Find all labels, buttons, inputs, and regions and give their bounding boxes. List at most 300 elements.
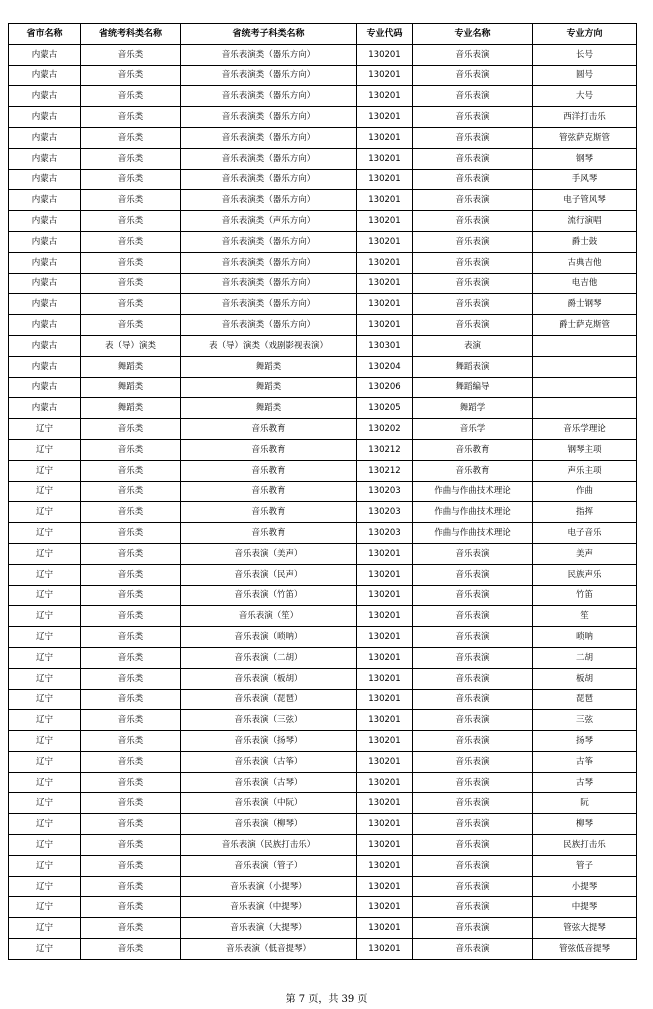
major-name-cell: 音乐教育 bbox=[413, 439, 533, 460]
header-province: 省市名称 bbox=[9, 24, 81, 45]
subcategory-cell: 音乐表演（三弦） bbox=[181, 710, 357, 731]
header-subcategory: 省统考子科类名称 bbox=[181, 24, 357, 45]
major-name-cell: 音乐教育 bbox=[413, 460, 533, 481]
subcategory-cell: 音乐表演类（器乐方向） bbox=[181, 44, 357, 65]
major-name-cell: 音乐表演 bbox=[413, 86, 533, 107]
major-direction-cell: 西洋打击乐 bbox=[533, 107, 637, 128]
subcategory-cell: 舞蹈类 bbox=[181, 398, 357, 419]
table-row bbox=[9, 814, 637, 835]
province-cell: 内蒙古 bbox=[9, 211, 81, 232]
major-name-cell: 作曲与作曲技术理论 bbox=[413, 502, 533, 523]
subcategory-cell: 音乐教育 bbox=[181, 460, 357, 481]
province-cell: 辽宁 bbox=[9, 606, 81, 627]
table-row bbox=[9, 751, 637, 772]
table-row bbox=[9, 606, 637, 627]
category-cell: 音乐类 bbox=[81, 315, 181, 336]
province-cell: 辽宁 bbox=[9, 460, 81, 481]
table-row bbox=[9, 315, 637, 336]
category-cell: 音乐类 bbox=[81, 543, 181, 564]
category-cell: 音乐类 bbox=[81, 751, 181, 772]
subcategory-cell: 音乐表演类（器乐方向） bbox=[181, 294, 357, 315]
province-cell: 辽宁 bbox=[9, 543, 81, 564]
major-code-cell: 130201 bbox=[357, 710, 413, 731]
major-name-cell: 音乐表演 bbox=[413, 169, 533, 190]
major-name-cell: 音乐表演 bbox=[413, 897, 533, 918]
subcategory-cell: 音乐表演类（器乐方向） bbox=[181, 190, 357, 211]
major-code-cell: 130201 bbox=[357, 190, 413, 211]
category-cell: 音乐类 bbox=[81, 481, 181, 502]
major-code-cell: 130201 bbox=[357, 231, 413, 252]
major-name-cell: 音乐表演 bbox=[413, 814, 533, 835]
province-cell: 辽宁 bbox=[9, 710, 81, 731]
major-code-cell: 130201 bbox=[357, 772, 413, 793]
subcategory-cell: 音乐表演（低音提琴） bbox=[181, 939, 357, 960]
subcategory-cell: 音乐表演（大提琴） bbox=[181, 918, 357, 939]
major-name-cell: 音乐表演 bbox=[413, 148, 533, 169]
major-direction-cell: 琵琶 bbox=[533, 689, 637, 710]
subcategory-cell: 音乐表演类（器乐方向） bbox=[181, 273, 357, 294]
province-cell: 辽宁 bbox=[9, 918, 81, 939]
major-name-cell: 音乐表演 bbox=[413, 65, 533, 86]
category-cell: 音乐类 bbox=[81, 647, 181, 668]
subcategory-cell: 音乐表演类（器乐方向） bbox=[181, 127, 357, 148]
province-cell: 内蒙古 bbox=[9, 107, 81, 128]
category-cell: 音乐类 bbox=[81, 627, 181, 648]
subcategory-cell: 音乐表演（琵琶） bbox=[181, 689, 357, 710]
major-direction-cell: 竹笛 bbox=[533, 585, 637, 606]
major-direction-cell: 管弦萨克斯管 bbox=[533, 127, 637, 148]
province-cell: 辽宁 bbox=[9, 772, 81, 793]
major-direction-cell: 小提琴 bbox=[533, 876, 637, 897]
category-cell: 音乐类 bbox=[81, 793, 181, 814]
category-cell: 音乐类 bbox=[81, 65, 181, 86]
category-cell: 音乐类 bbox=[81, 148, 181, 169]
table-row bbox=[9, 855, 637, 876]
major-direction-cell: 扬琴 bbox=[533, 731, 637, 752]
major-direction-cell: 管弦大提琴 bbox=[533, 918, 637, 939]
subcategory-cell: 音乐表演类（器乐方向） bbox=[181, 315, 357, 336]
category-cell: 舞蹈类 bbox=[81, 398, 181, 419]
major-code-cell: 130201 bbox=[357, 939, 413, 960]
major-code-cell: 130212 bbox=[357, 439, 413, 460]
major-direction-cell bbox=[533, 356, 637, 377]
province-cell: 辽宁 bbox=[9, 814, 81, 835]
table-row bbox=[9, 647, 637, 668]
category-cell: 音乐类 bbox=[81, 419, 181, 440]
major-code-cell: 130201 bbox=[357, 564, 413, 585]
major-direction-cell: 电子音乐 bbox=[533, 523, 637, 544]
major-name-cell: 音乐表演 bbox=[413, 855, 533, 876]
province-cell: 内蒙古 bbox=[9, 335, 81, 356]
major-direction-cell: 作曲 bbox=[533, 481, 637, 502]
province-cell: 辽宁 bbox=[9, 585, 81, 606]
subcategory-cell: 音乐表演（古筝） bbox=[181, 751, 357, 772]
major-code-cell: 130201 bbox=[357, 835, 413, 856]
major-code-cell: 130201 bbox=[357, 294, 413, 315]
category-cell: 舞蹈类 bbox=[81, 377, 181, 398]
header-major-direction: 专业方向 bbox=[533, 24, 637, 45]
header-category: 省统考科类名称 bbox=[81, 24, 181, 45]
category-cell: 音乐类 bbox=[81, 564, 181, 585]
category-cell: 音乐类 bbox=[81, 127, 181, 148]
province-cell: 辽宁 bbox=[9, 502, 81, 523]
category-cell: 音乐类 bbox=[81, 689, 181, 710]
major-direction-cell: 长号 bbox=[533, 44, 637, 65]
major-direction-cell: 二胡 bbox=[533, 647, 637, 668]
major-code-cell: 130201 bbox=[357, 44, 413, 65]
subcategory-cell: 音乐表演（柳琴） bbox=[181, 814, 357, 835]
major-name-cell: 音乐表演 bbox=[413, 772, 533, 793]
major-code-cell: 130201 bbox=[357, 731, 413, 752]
major-name-cell: 舞蹈学 bbox=[413, 398, 533, 419]
province-cell: 辽宁 bbox=[9, 419, 81, 440]
table-row bbox=[9, 127, 637, 148]
major-code-cell: 130201 bbox=[357, 273, 413, 294]
subcategory-cell: 音乐表演（笙） bbox=[181, 606, 357, 627]
province-cell: 内蒙古 bbox=[9, 398, 81, 419]
category-cell: 音乐类 bbox=[81, 814, 181, 835]
province-cell: 内蒙古 bbox=[9, 127, 81, 148]
table-row bbox=[9, 107, 637, 128]
category-cell: 音乐类 bbox=[81, 876, 181, 897]
major-code-cell: 130205 bbox=[357, 398, 413, 419]
subcategory-cell: 音乐表演类（器乐方向） bbox=[181, 231, 357, 252]
province-cell: 辽宁 bbox=[9, 751, 81, 772]
major-direction-cell: 钢琴主项 bbox=[533, 439, 637, 460]
subcategory-cell: 音乐教育 bbox=[181, 419, 357, 440]
category-cell: 音乐类 bbox=[81, 731, 181, 752]
province-cell: 内蒙古 bbox=[9, 315, 81, 336]
major-direction-cell: 声乐主项 bbox=[533, 460, 637, 481]
major-code-cell: 130212 bbox=[357, 460, 413, 481]
category-cell: 音乐类 bbox=[81, 668, 181, 689]
subcategory-cell: 音乐表演（民族打击乐） bbox=[181, 835, 357, 856]
major-name-cell: 音乐表演 bbox=[413, 294, 533, 315]
major-code-cell: 130201 bbox=[357, 585, 413, 606]
major-code-cell: 130202 bbox=[357, 419, 413, 440]
major-direction-cell: 唢呐 bbox=[533, 627, 637, 648]
table-row bbox=[9, 377, 637, 398]
major-direction-cell: 大号 bbox=[533, 86, 637, 107]
table-row bbox=[9, 231, 637, 252]
major-name-cell: 音乐表演 bbox=[413, 315, 533, 336]
major-code-cell: 130204 bbox=[357, 356, 413, 377]
major-code-cell: 130201 bbox=[357, 148, 413, 169]
category-cell: 音乐类 bbox=[81, 710, 181, 731]
table-row bbox=[9, 419, 637, 440]
province-cell: 内蒙古 bbox=[9, 148, 81, 169]
subcategory-cell: 音乐表演类（器乐方向） bbox=[181, 86, 357, 107]
subcategory-cell: 音乐教育 bbox=[181, 439, 357, 460]
province-cell: 辽宁 bbox=[9, 523, 81, 544]
major-code-cell: 130201 bbox=[357, 689, 413, 710]
major-code-cell: 130201 bbox=[357, 127, 413, 148]
majors-table bbox=[8, 23, 637, 960]
major-name-cell: 舞蹈编导 bbox=[413, 377, 533, 398]
table-row bbox=[9, 502, 637, 523]
province-cell: 辽宁 bbox=[9, 564, 81, 585]
category-cell: 音乐类 bbox=[81, 835, 181, 856]
major-direction-cell: 美声 bbox=[533, 543, 637, 564]
table-row bbox=[9, 273, 637, 294]
major-direction-cell: 电子管风琴 bbox=[533, 190, 637, 211]
major-name-cell: 音乐表演 bbox=[413, 273, 533, 294]
major-direction-cell bbox=[533, 398, 637, 419]
subcategory-cell: 音乐表演类（器乐方向） bbox=[181, 107, 357, 128]
major-code-cell: 130201 bbox=[357, 65, 413, 86]
table-row bbox=[9, 460, 637, 481]
province-cell: 辽宁 bbox=[9, 939, 81, 960]
table-row bbox=[9, 627, 637, 648]
province-cell: 辽宁 bbox=[9, 876, 81, 897]
subcategory-cell: 音乐表演类（器乐方向） bbox=[181, 252, 357, 273]
category-cell: 音乐类 bbox=[81, 107, 181, 128]
subcategory-cell: 音乐表演（小提琴） bbox=[181, 876, 357, 897]
table-header-row bbox=[9, 24, 637, 45]
subcategory-cell: 音乐表演类（声乐方向） bbox=[181, 211, 357, 232]
table-row bbox=[9, 710, 637, 731]
major-name-cell: 音乐表演 bbox=[413, 668, 533, 689]
category-cell: 音乐类 bbox=[81, 918, 181, 939]
province-cell: 内蒙古 bbox=[9, 65, 81, 86]
table-row bbox=[9, 294, 637, 315]
major-name-cell: 音乐表演 bbox=[413, 835, 533, 856]
major-direction-cell: 板胡 bbox=[533, 668, 637, 689]
major-direction-cell: 三弦 bbox=[533, 710, 637, 731]
major-code-cell: 130201 bbox=[357, 211, 413, 232]
major-name-cell: 音乐表演 bbox=[413, 564, 533, 585]
major-name-cell: 舞蹈表演 bbox=[413, 356, 533, 377]
province-cell: 辽宁 bbox=[9, 689, 81, 710]
table-row bbox=[9, 772, 637, 793]
table-row bbox=[9, 731, 637, 752]
major-name-cell: 音乐表演 bbox=[413, 731, 533, 752]
major-direction-cell: 民族打击乐 bbox=[533, 835, 637, 856]
major-code-cell: 130201 bbox=[357, 86, 413, 107]
table-row bbox=[9, 585, 637, 606]
subcategory-cell: 音乐表演（二胡） bbox=[181, 647, 357, 668]
table-row bbox=[9, 211, 637, 232]
table-row bbox=[9, 689, 637, 710]
major-name-cell: 音乐表演 bbox=[413, 585, 533, 606]
major-direction-cell: 手风琴 bbox=[533, 169, 637, 190]
major-code-cell: 130301 bbox=[357, 335, 413, 356]
major-code-cell: 130201 bbox=[357, 668, 413, 689]
subcategory-cell: 音乐表演（美声） bbox=[181, 543, 357, 564]
province-cell: 内蒙古 bbox=[9, 231, 81, 252]
category-cell: 音乐类 bbox=[81, 190, 181, 211]
major-direction-cell: 圆号 bbox=[533, 65, 637, 86]
category-cell: 表（导）演类 bbox=[81, 335, 181, 356]
table-row bbox=[9, 876, 637, 897]
major-name-cell: 表演 bbox=[413, 335, 533, 356]
province-cell: 内蒙古 bbox=[9, 190, 81, 211]
major-code-cell: 130201 bbox=[357, 169, 413, 190]
province-cell: 内蒙古 bbox=[9, 252, 81, 273]
table-row bbox=[9, 335, 637, 356]
major-direction-cell: 笙 bbox=[533, 606, 637, 627]
major-code-cell: 130201 bbox=[357, 855, 413, 876]
major-direction-cell bbox=[533, 377, 637, 398]
subcategory-cell: 表（导）演类（戏剧影视表演） bbox=[181, 335, 357, 356]
table-row bbox=[9, 398, 637, 419]
major-name-cell: 音乐表演 bbox=[413, 627, 533, 648]
major-direction-cell: 阮 bbox=[533, 793, 637, 814]
major-code-cell: 130201 bbox=[357, 107, 413, 128]
subcategory-cell: 音乐表演（中阮） bbox=[181, 793, 357, 814]
major-code-cell: 130201 bbox=[357, 315, 413, 336]
major-name-cell: 音乐表演 bbox=[413, 876, 533, 897]
major-code-cell: 130206 bbox=[357, 377, 413, 398]
category-cell: 音乐类 bbox=[81, 502, 181, 523]
major-name-cell: 音乐表演 bbox=[413, 252, 533, 273]
subcategory-cell: 音乐表演（中提琴） bbox=[181, 897, 357, 918]
major-code-cell: 130201 bbox=[357, 793, 413, 814]
category-cell: 音乐类 bbox=[81, 294, 181, 315]
category-cell: 音乐类 bbox=[81, 86, 181, 107]
major-code-cell: 130203 bbox=[357, 481, 413, 502]
province-cell: 内蒙古 bbox=[9, 294, 81, 315]
major-direction-cell: 钢琴 bbox=[533, 148, 637, 169]
category-cell: 音乐类 bbox=[81, 772, 181, 793]
major-name-cell: 音乐学 bbox=[413, 419, 533, 440]
province-cell: 内蒙古 bbox=[9, 86, 81, 107]
major-name-cell: 音乐表演 bbox=[413, 606, 533, 627]
major-direction-cell: 柳琴 bbox=[533, 814, 637, 835]
province-cell: 辽宁 bbox=[9, 835, 81, 856]
subcategory-cell: 音乐表演（古琴） bbox=[181, 772, 357, 793]
province-cell: 辽宁 bbox=[9, 731, 81, 752]
table-row bbox=[9, 44, 637, 65]
major-code-cell: 130201 bbox=[357, 606, 413, 627]
table-row bbox=[9, 897, 637, 918]
major-name-cell: 音乐表演 bbox=[413, 710, 533, 731]
major-name-cell: 作曲与作曲技术理论 bbox=[413, 523, 533, 544]
major-code-cell: 130201 bbox=[357, 814, 413, 835]
subcategory-cell: 音乐表演类（器乐方向） bbox=[181, 169, 357, 190]
table-row bbox=[9, 356, 637, 377]
major-name-cell: 音乐表演 bbox=[413, 939, 533, 960]
category-cell: 舞蹈类 bbox=[81, 356, 181, 377]
province-cell: 辽宁 bbox=[9, 647, 81, 668]
major-direction-cell: 民族声乐 bbox=[533, 564, 637, 585]
major-direction-cell: 古典吉他 bbox=[533, 252, 637, 273]
province-cell: 辽宁 bbox=[9, 627, 81, 648]
province-cell: 辽宁 bbox=[9, 439, 81, 460]
major-code-cell: 130203 bbox=[357, 502, 413, 523]
category-cell: 音乐类 bbox=[81, 460, 181, 481]
major-name-cell: 音乐表演 bbox=[413, 127, 533, 148]
province-cell: 辽宁 bbox=[9, 897, 81, 918]
major-code-cell: 130201 bbox=[357, 751, 413, 772]
category-cell: 音乐类 bbox=[81, 252, 181, 273]
subcategory-cell: 音乐表演（唢呐） bbox=[181, 627, 357, 648]
subcategory-cell: 音乐教育 bbox=[181, 481, 357, 502]
subcategory-cell: 舞蹈类 bbox=[181, 356, 357, 377]
page-footer: 第 7 页，共 39 页 bbox=[285, 994, 368, 1005]
subcategory-cell: 音乐教育 bbox=[181, 502, 357, 523]
subcategory-cell: 音乐表演（竹笛） bbox=[181, 585, 357, 606]
table-row bbox=[9, 252, 637, 273]
province-cell: 辽宁 bbox=[9, 793, 81, 814]
major-name-cell: 音乐表演 bbox=[413, 190, 533, 211]
major-name-cell: 音乐表演 bbox=[413, 793, 533, 814]
major-direction-cell: 管弦低音提琴 bbox=[533, 939, 637, 960]
major-code-cell: 130201 bbox=[357, 876, 413, 897]
subcategory-cell: 音乐表演（民声） bbox=[181, 564, 357, 585]
major-direction-cell: 爵士钢琴 bbox=[533, 294, 637, 315]
subcategory-cell: 音乐表演类（器乐方向） bbox=[181, 148, 357, 169]
table-row bbox=[9, 835, 637, 856]
header-major-name: 专业名称 bbox=[413, 24, 533, 45]
subcategory-cell: 舞蹈类 bbox=[181, 377, 357, 398]
major-code-cell: 130201 bbox=[357, 252, 413, 273]
category-cell: 音乐类 bbox=[81, 523, 181, 544]
major-direction-cell: 古琴 bbox=[533, 772, 637, 793]
table-row bbox=[9, 148, 637, 169]
province-cell: 辽宁 bbox=[9, 855, 81, 876]
major-name-cell: 音乐表演 bbox=[413, 44, 533, 65]
table-row bbox=[9, 543, 637, 564]
major-direction-cell: 电吉他 bbox=[533, 273, 637, 294]
subcategory-cell: 音乐表演（扬琴） bbox=[181, 731, 357, 752]
subcategory-cell: 音乐表演（管子） bbox=[181, 855, 357, 876]
major-name-cell: 音乐表演 bbox=[413, 918, 533, 939]
header-major-code: 专业代码 bbox=[357, 24, 413, 45]
major-direction-cell: 音乐学理论 bbox=[533, 419, 637, 440]
table-body bbox=[9, 44, 637, 959]
province-cell: 内蒙古 bbox=[9, 377, 81, 398]
major-code-cell: 130201 bbox=[357, 918, 413, 939]
category-cell: 音乐类 bbox=[81, 211, 181, 232]
major-name-cell: 音乐表演 bbox=[413, 211, 533, 232]
major-code-cell: 130201 bbox=[357, 543, 413, 564]
category-cell: 音乐类 bbox=[81, 606, 181, 627]
category-cell: 音乐类 bbox=[81, 585, 181, 606]
table-row bbox=[9, 939, 637, 960]
table-row bbox=[9, 439, 637, 460]
major-direction-cell: 爵士鼓 bbox=[533, 231, 637, 252]
province-cell: 内蒙古 bbox=[9, 44, 81, 65]
major-direction-cell bbox=[533, 335, 637, 356]
province-cell: 辽宁 bbox=[9, 668, 81, 689]
major-code-cell: 130203 bbox=[357, 523, 413, 544]
category-cell: 音乐类 bbox=[81, 273, 181, 294]
major-direction-cell: 爵士萨克斯管 bbox=[533, 315, 637, 336]
table-row bbox=[9, 564, 637, 585]
major-direction-cell: 指挥 bbox=[533, 502, 637, 523]
major-code-cell: 130201 bbox=[357, 897, 413, 918]
major-direction-cell: 管子 bbox=[533, 855, 637, 876]
table-row bbox=[9, 190, 637, 211]
category-cell: 音乐类 bbox=[81, 44, 181, 65]
table-row bbox=[9, 668, 637, 689]
major-name-cell: 音乐表演 bbox=[413, 107, 533, 128]
major-direction-cell: 中提琴 bbox=[533, 897, 637, 918]
category-cell: 音乐类 bbox=[81, 897, 181, 918]
category-cell: 音乐类 bbox=[81, 231, 181, 252]
category-cell: 音乐类 bbox=[81, 169, 181, 190]
major-code-cell: 130201 bbox=[357, 627, 413, 648]
table-row bbox=[9, 481, 637, 502]
major-name-cell: 音乐表演 bbox=[413, 231, 533, 252]
category-cell: 音乐类 bbox=[81, 939, 181, 960]
major-direction-cell: 流行演唱 bbox=[533, 211, 637, 232]
province-cell: 辽宁 bbox=[9, 481, 81, 502]
province-cell: 内蒙古 bbox=[9, 273, 81, 294]
major-name-cell: 音乐表演 bbox=[413, 751, 533, 772]
major-direction-cell: 古筝 bbox=[533, 751, 637, 772]
